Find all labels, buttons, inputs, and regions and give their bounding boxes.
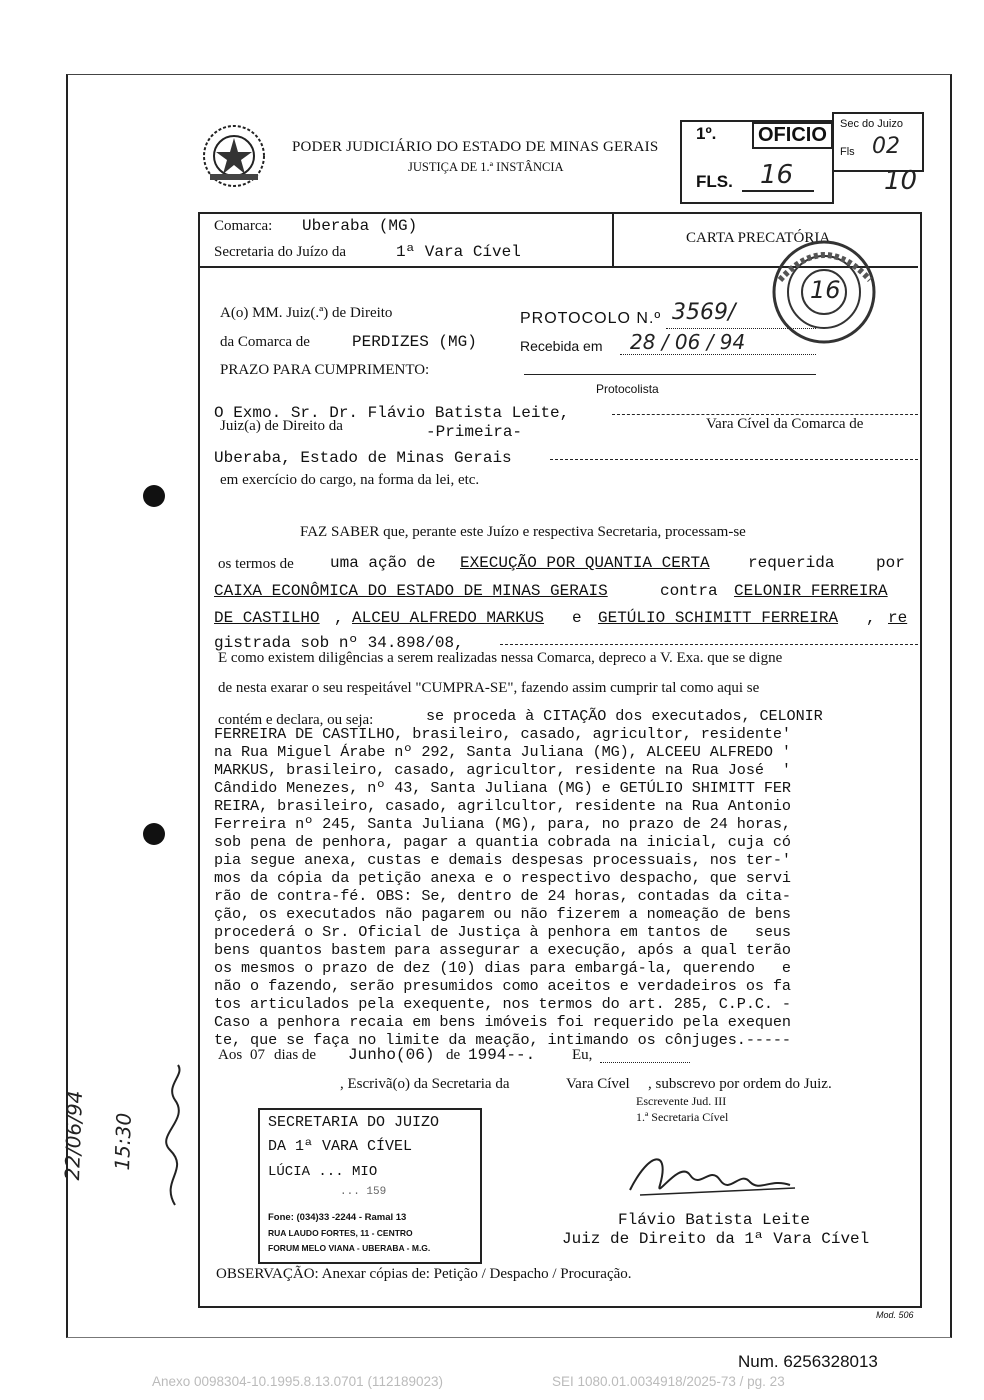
fls-label: FLS. bbox=[696, 172, 733, 191]
stamp-line2: DA 1ª VARA CÍVEL bbox=[268, 1138, 413, 1155]
de-label: de bbox=[446, 1047, 461, 1063]
footer-sei: SEI 1080.01.0034918/2025-73 / pg. 23 bbox=[552, 1374, 785, 1389]
reu1-name-b: DE CASTILHO bbox=[214, 609, 320, 627]
diligencias-line: E como existem diligências a serem realizadas nessa Comarca, depreco a V. Exa. que se digne bbox=[218, 650, 783, 666]
protocolista-line bbox=[524, 374, 816, 375]
margin-date-handwritten: 22/06/94 bbox=[60, 1090, 88, 1181]
dash-fill bbox=[612, 414, 918, 415]
footer-anexo: Anexo 0098304-10.1995.8.13.0701 (112189023) bbox=[152, 1374, 444, 1389]
vara-civel-word: Vara Cível bbox=[566, 1076, 630, 1092]
org-title: PODER JUDICIÁRIO DO ESTADO DE MINAS GERAIS bbox=[292, 139, 659, 155]
address-comarca-value: PERDIZES (MG) bbox=[352, 333, 477, 351]
margin-signature-icon bbox=[150, 1060, 200, 1210]
punch-hole bbox=[143, 485, 165, 507]
stamp-line5: Fone: (034)33 -2244 - Ramal 13 bbox=[268, 1212, 407, 1223]
stamp-line3: LÚCIA ... MIO bbox=[268, 1164, 378, 1180]
judge-title: Juiz de Direito da 1ª Vara Cível bbox=[562, 1230, 870, 1248]
stamp-line1: SECRETARIA DO JUIZO bbox=[268, 1114, 440, 1131]
oficio-number: 1º. bbox=[696, 124, 717, 143]
judge-name: Flávio Batista Leite bbox=[618, 1211, 811, 1229]
body-line-15: não o fazendo, serão presumidos como aceitos e verdadeiros os fa bbox=[214, 977, 791, 995]
autor-name: CAIXA ECONÔMICA DO ESTADO DE MINAS GERAIS bbox=[214, 582, 608, 600]
stamp-line7: FORUM MELO VIANA - UBERABA - M.G. bbox=[268, 1243, 431, 1253]
reu3-name: GETÚLIO SCHIMITT FERREIRA bbox=[598, 609, 839, 627]
document-type: CARTA PRECATÓRIA bbox=[686, 230, 831, 246]
fls-small-handwritten: 02 bbox=[872, 134, 900, 159]
body-line-1: FERREIRA DE CASTILHO, brasileiro, casado, agricultor, residente' bbox=[214, 725, 791, 743]
eu-label: Eu, bbox=[572, 1047, 593, 1063]
body-line-3: MARKUS, brasileiro, casado, agricultor, residente na Rua José ' bbox=[214, 761, 791, 779]
body-line-8: pia segue anexa, custas e demais despesas processuais, nos ter-' bbox=[214, 851, 791, 869]
recebida-line bbox=[620, 354, 816, 355]
protocolo-line bbox=[666, 328, 816, 329]
body-line-6: Ferreira nº 245, Santa Juliana (MG), para, no prazo de 24 horas, bbox=[214, 815, 791, 833]
address-comarca-label: da Comarca de bbox=[220, 334, 310, 350]
comarca-label: Comarca: bbox=[214, 218, 273, 234]
e-word: e bbox=[572, 609, 582, 627]
org-subtitle: JUSTIÇA DE 1.ª INSTÂNCIA bbox=[408, 160, 564, 174]
prazo-label: PRAZO PARA CUMPRIMENTO: bbox=[220, 362, 430, 378]
body-line-12: procederá o Sr. Oficial de Justiça à penhora em tantos de seus bbox=[214, 923, 791, 941]
address-line1: A(o) MM. Juiz(.ª) de Direito bbox=[220, 305, 393, 321]
body-line-5: REIRA, brasileiro, casado, agrilcultor, residente na Rua Antonio bbox=[214, 797, 791, 815]
body-line-4: Cândido Menezes, nº 43, Santa Juliana (MG) e GETÚLIO SHIMITT FER bbox=[214, 779, 791, 797]
body-line-18: te, que se faça no limite da meação, intimando os cônjuges.----- bbox=[214, 1031, 791, 1049]
vara-comarca-label: Vara Cível da Comarca de bbox=[706, 416, 864, 432]
seal-number: 16 bbox=[810, 276, 841, 304]
body-line-13: bens quantos bastem para assegurar a execução, após a qual terão bbox=[214, 941, 791, 959]
body-line-10: rão de contra-fé. OBS: Se, dentro de 24 horas, contadas da cita- bbox=[214, 887, 791, 905]
corner-handwritten-number: 10 bbox=[884, 166, 918, 196]
aos-month: Junho(06) bbox=[348, 1046, 435, 1064]
juiz-vara-value: -Primeira- bbox=[426, 423, 523, 441]
eu-signature-line bbox=[600, 1062, 690, 1063]
body-line-7: sob pena de penhora, pagar a quantia cobrada na inicial, cuja có bbox=[214, 833, 791, 851]
body-line-16: tos articulados pela exequente, nos termos do art. 285, C.P.C. - bbox=[214, 995, 791, 1013]
stamp-line4: ... 159 bbox=[340, 1186, 387, 1198]
os-termos-label: os termos de bbox=[218, 556, 294, 572]
body-line-11: ção, os executados não pagarem ou não fizerem a nomeação de bens bbox=[214, 905, 791, 923]
comarca-value: Uberaba (MG) bbox=[302, 217, 418, 235]
secretaria-value: 1ª Vara Cível bbox=[396, 243, 521, 261]
fls-small-label: Fls bbox=[840, 146, 855, 158]
protocolista-label: Protocolista bbox=[596, 382, 659, 396]
dias-de-label: dias de bbox=[274, 1047, 317, 1063]
body-line-2: na Rua Miguel Árabe nº 292, Santa Juliana (MG), ALCEEU ALFREDO ' bbox=[214, 743, 791, 761]
fls-handwritten: 16 bbox=[760, 160, 794, 190]
reu1-name-a: CELONIR FERREIRA bbox=[734, 582, 888, 600]
aos-label: Aos bbox=[218, 1047, 243, 1063]
sec-juizo-label: Sec do Juizo bbox=[840, 118, 903, 130]
requerida-word: requerida bbox=[748, 554, 835, 572]
acao-type: EXECUÇÃO POR QUANTIA CERTA bbox=[460, 554, 710, 572]
body-line-9: mos da cópia da petição anexa e o respectivo despacho, que servi bbox=[214, 869, 791, 887]
acao-prefix: uma ação de bbox=[330, 554, 436, 572]
reu2-name: ALCEU ALFREDO MARKUS bbox=[352, 609, 545, 627]
cumpra-se-line: de nesta exarar o seu respeitável "CUMPRA-SE", fazendo assim cumprir tal como aqui se bbox=[218, 680, 760, 696]
margin-time-handwritten: 15:30 bbox=[110, 1112, 136, 1171]
contem-label: contém e declara, ou seja: bbox=[218, 712, 374, 728]
registro-line: gistrada sob nº 34.898/08, bbox=[214, 634, 464, 652]
body-line-17: Caso a penhora recaia em bens imóveis foi requerido pela exequen bbox=[214, 1013, 791, 1031]
protocolo-handwritten: 3569/ bbox=[672, 300, 736, 325]
juiz-label: Juiz(a) de Direito da bbox=[220, 418, 343, 434]
recebida-label: Recebida em bbox=[520, 338, 603, 354]
footer-num: Num. 6256328013 bbox=[738, 1352, 878, 1371]
exercicio-line: em exercício do cargo, na forma da lei, etc. bbox=[220, 472, 480, 488]
body-line-0: se proceda à CITAÇÃO dos executados, CELONIR bbox=[426, 707, 823, 725]
faz-saber-line: FAZ SABER que, perante este Juízo e respectiva Secretaria, processam-se bbox=[300, 524, 746, 540]
header-divider bbox=[612, 212, 614, 266]
judge-signature-icon bbox=[620, 1140, 800, 1210]
aos-year: 1994--. bbox=[468, 1046, 536, 1064]
aos-day: 07 bbox=[250, 1047, 265, 1063]
escrevente-stamp: Escrevente Jud. III bbox=[636, 1094, 727, 1108]
comarca-estado-line: Uberaba, Estado de Minas Gerais bbox=[214, 449, 512, 467]
observacao-line: OBSERVAÇÃO: Anexar cópias de: Petição / Despacho / Procuração. bbox=[216, 1266, 632, 1282]
contra-word: contra bbox=[660, 582, 718, 600]
oficio-label: OFICIO bbox=[752, 122, 833, 149]
punch-hole bbox=[143, 823, 165, 845]
subscrevo-label: , subscrevo por ordem do Juiz. bbox=[648, 1076, 832, 1092]
fls-line bbox=[742, 190, 814, 192]
escriva-label: , Escrivã(o) da Secretaria da bbox=[340, 1076, 510, 1092]
form-model-number: Mod. 506 bbox=[876, 1310, 914, 1320]
stamp-line6: RUA LAUDO FORTES, 11 - CENTRO bbox=[268, 1228, 413, 1238]
dash-fill bbox=[500, 644, 918, 645]
recebida-handwritten: 28 / 06 / 94 bbox=[630, 330, 746, 354]
judge-name-line: O Exmo. Sr. Dr. Flávio Batista Leite, bbox=[214, 404, 570, 422]
secretaria-civel-stamp: 1.ª Secretaria Cível bbox=[636, 1110, 729, 1124]
body-line-14: os mesmos o prazo de dez (10) dias para embargá-la, querendo e bbox=[214, 959, 791, 977]
dash-fill bbox=[550, 459, 918, 460]
coat-of-arms-icon bbox=[200, 122, 268, 190]
por-word: por bbox=[876, 554, 905, 572]
re-word: re bbox=[888, 609, 908, 627]
protocolo-label: PROTOCOLO N.º bbox=[520, 310, 662, 327]
secretaria-label: Secretaria do Juízo da bbox=[214, 244, 347, 260]
